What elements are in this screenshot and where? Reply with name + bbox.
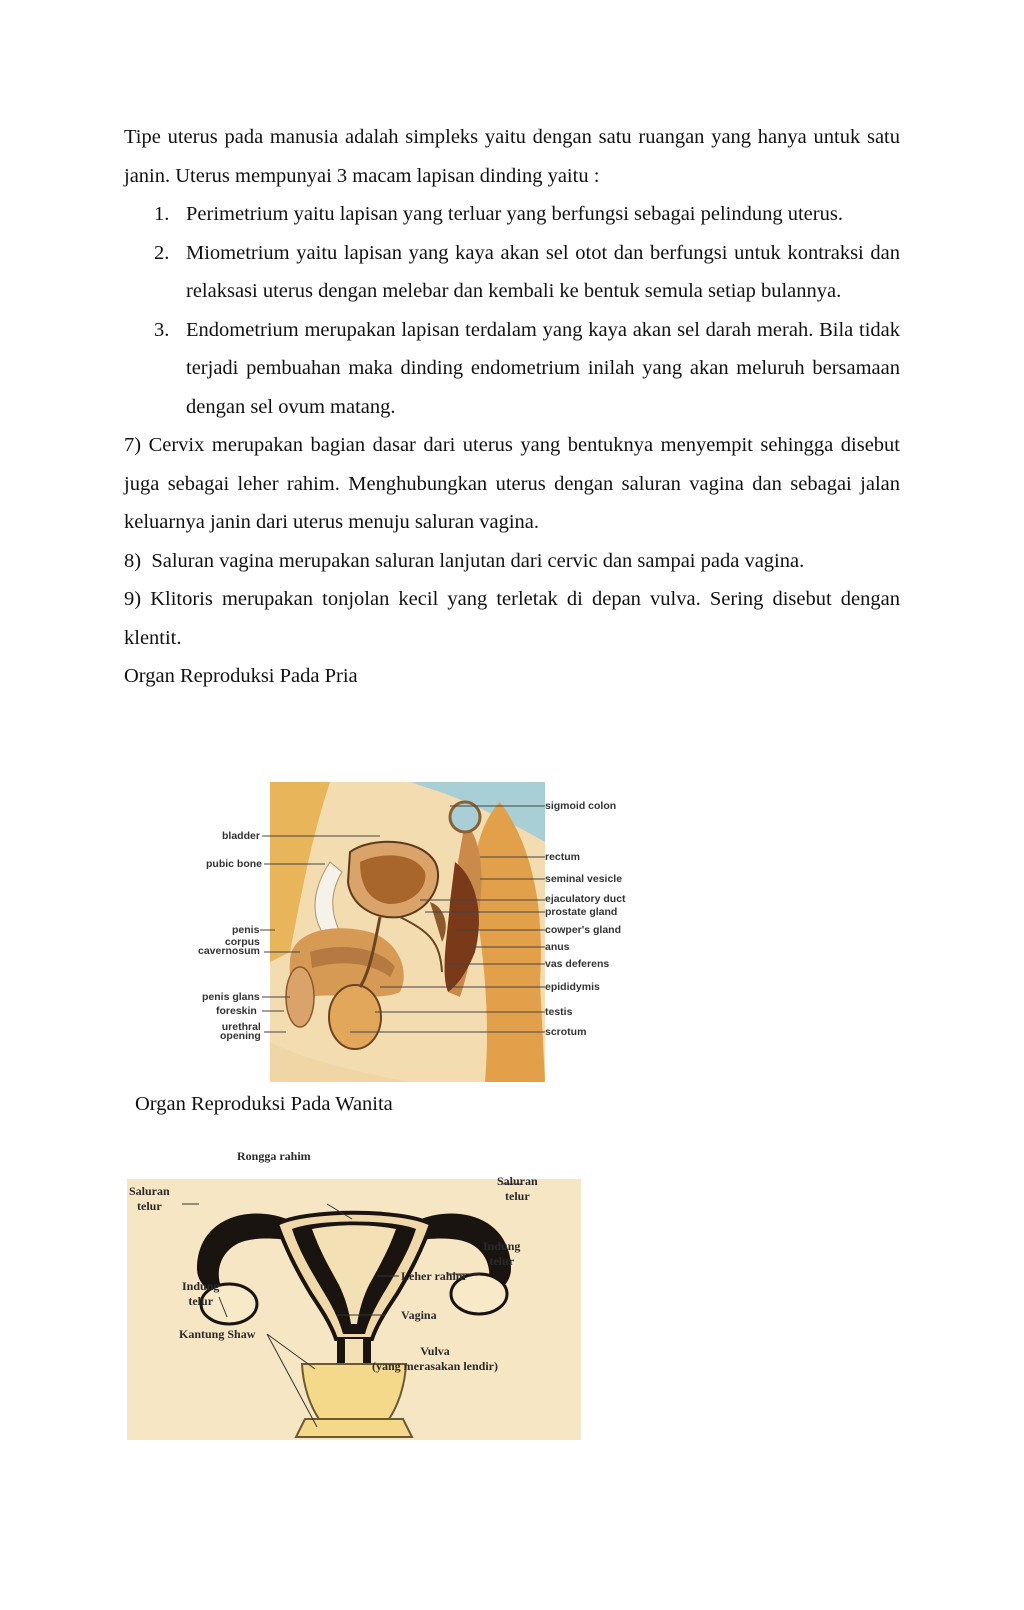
label-kantung-shaw: Kantung Shaw [179, 1327, 256, 1341]
female-reproductive-figure [127, 1149, 581, 1440]
label-vas-deferens: vas deferens [545, 958, 610, 970]
heading-male-organs: Organ Reproduksi Pada Pria [124, 665, 358, 687]
label-vulva: Vulva (yang merasakan lendir) [372, 1344, 498, 1373]
label-urethral-opening: urethral opening [220, 1021, 261, 1042]
intro-paragraph: Tipe uterus pada manusia adalah simpleks yaitu dengan satu ruangan yang hanya untuk satu janin. Uterus mempunyai 3 macam lapisan dinding yaitu : [124, 126, 900, 187]
label-penis: penis [232, 924, 260, 936]
female-anatomy-drawing [127, 1179, 581, 1440]
label-corpus-cavernosum: corpus cavernosum [198, 936, 260, 957]
paragraph-cervix: 7) Cervix merupakan bagian dasar dari uterus yang bentuknya menyempit sehingga disebut juga sebagai leher rahim. Menghubungkan uterus dengan saluran vagina dan sebagai jalan keluarnya janin dari uterus menuju saluran vagina. [124, 434, 900, 533]
label-prostate-gland: prostate gland [545, 906, 618, 918]
label-testis: testis [545, 1006, 573, 1018]
list-number: 2. [154, 241, 170, 264]
label-pubic-bone: pubic bone [206, 858, 262, 870]
list-number: 1. [154, 203, 170, 225]
label-saluran-telur-left: Saluran telur [129, 1184, 170, 1213]
text-content [124, 118, 900, 696]
label-scrotum: scrotum [545, 1026, 587, 1038]
list-text: Perimetrium yaitu lapisan yang terluar yang berfungsi sebagai pelindung uterus. [186, 203, 843, 225]
label-sigmoid-colon: sigmoid colon [545, 800, 617, 812]
label-indung-telur-right: Indung telur [483, 1239, 521, 1268]
label-anus: anus [545, 941, 570, 953]
paragraph-klitoris: 9) Klitoris merupakan tonjolan kecil yang terletak di depan vulva. Sering disebut dengan klentit. [124, 588, 900, 649]
label-ejaculatory-duct: ejaculatory duct [545, 893, 626, 905]
list-item-miometrium [124, 234, 900, 311]
list-text: Endometrium merupakan lapisan terdalam yang kaya akan sel darah merah. Bila tidak terjadi pembuahan maka dinding endometrium inilah yang akan meluruh bersamaan dengan sel ovum matang. [186, 318, 900, 418]
label-leher-rahim: Leher rahim [401, 1269, 466, 1283]
label-vagina: Vagina [401, 1308, 437, 1322]
label-rongga-rahim: Rongga rahim [237, 1149, 311, 1163]
label-bladder: bladder [222, 830, 260, 842]
list-item-perimetrium [124, 195, 900, 234]
label-foreskin: foreskin [216, 1005, 257, 1017]
list-text: Miometrium yaitu lapisan yang kaya akan sel otot dan berfungsi untuk kontraksi dan relaksasi uterus dengan melebar dan kembali ke bentuk semula setiap bulannya. [186, 241, 900, 302]
label-epididymis: epididymis [545, 981, 600, 993]
label-saluran-telur-right: Saluran telur [497, 1174, 538, 1203]
paragraph-vagina: 8) Saluran vagina merupakan saluran lanjutan dari cervic dan sampai pada vagina. [124, 549, 805, 572]
label-indung-telur-left: Indung telur [182, 1279, 220, 1308]
label-penis-glans: penis glans [202, 991, 260, 1003]
male-reproductive-figure [200, 782, 630, 1082]
list-item-endometrium [124, 311, 900, 427]
label-seminal-vesicle: seminal vesicle [545, 873, 623, 885]
heading-female-organs: Organ Reproduksi Pada Wanita [135, 1093, 393, 1115]
list-number: 3. [154, 318, 170, 341]
label-rectum: rectum [545, 851, 581, 863]
label-cowpers-gland: cowper's gland [545, 924, 622, 936]
